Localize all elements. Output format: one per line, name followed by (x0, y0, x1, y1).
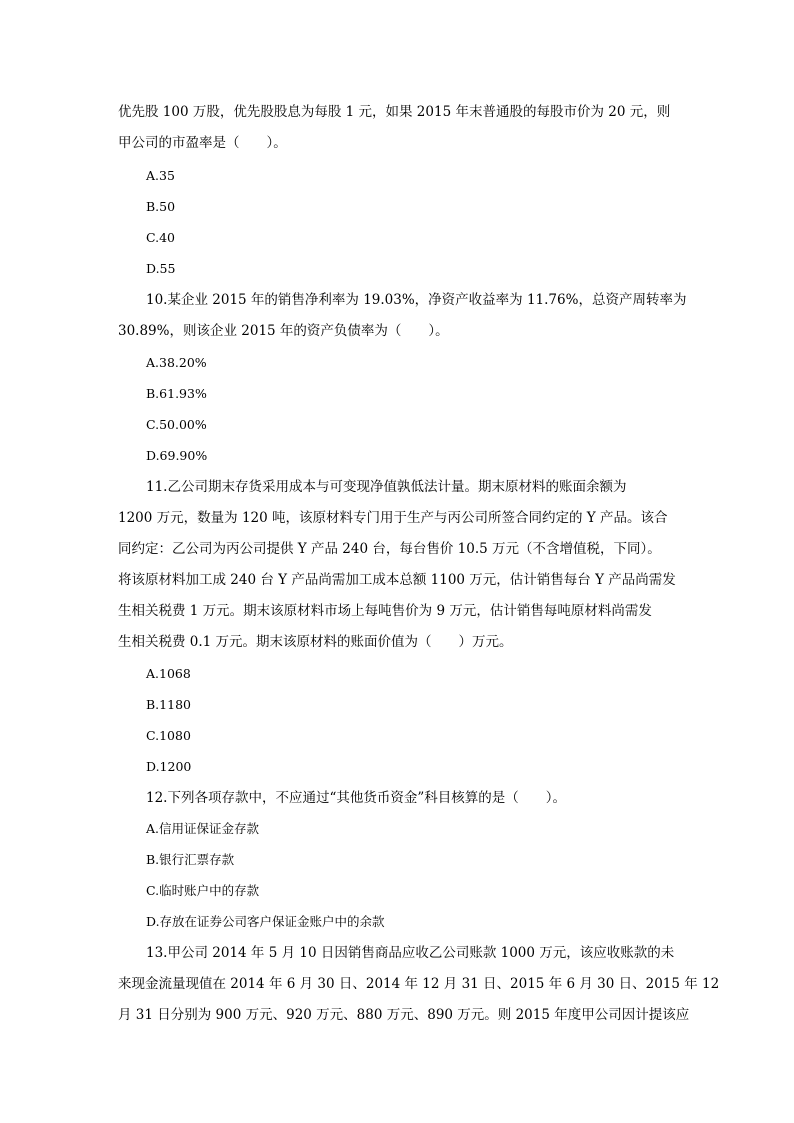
question-10-option-d: D.69.90% (146, 448, 208, 463)
question-12-option-a: A.信用证保证金存款 (146, 821, 260, 836)
question-13-text-line-1: 13.甲公司 2014 年 5 月 10 日因销售商品应收乙公司账款 1000 万元，该应收账款的未 (146, 945, 675, 961)
question-12-option-d: D.存放在证券公司客户保证金账户中的余款 (146, 914, 385, 929)
question-9-option-b: B.50 (146, 199, 176, 214)
question-11-text-line-3: 同约定：乙公司为丙公司提供 Y 产品 240 台，每台售价 10.5 万元（不含增值税，下同）。 (118, 541, 661, 557)
question-12-text-line-1: 12.下列各项存款中，不应通过“其他货币资金”科目核算的是（ ）。 (146, 790, 567, 806)
question-11-option-c: C.1080 (146, 728, 191, 743)
question-10-option-b: B.61.93% (146, 386, 207, 401)
question-11-option-d: D.1200 (146, 759, 192, 774)
question-9-option-a: A.35 (146, 168, 175, 183)
question-10-text-line-1: 10.某企业 2015 年的销售净利率为 19.03%，净资产收益率为 11.76%，总资产周转率为 (146, 292, 687, 308)
question-9-text-line-1: 优先股 100 万股，优先股股息为每股 1 元，如果 2015 年末普通股的每股市价为 20 元，则 (118, 104, 671, 120)
question-13-text-line-3: 月 31 日分别为 900 万元、920 万元、880 万元、890 万元。则 2015 年度甲公司因计提该应 (118, 1007, 690, 1023)
question-11-text-line-4: 将该原材料加工成 240 台 Y 产品尚需加工成本总额 1100 万元，估计销售每台 Y 产品尚需发 (118, 572, 676, 588)
question-9-option-d: D.55 (146, 261, 176, 276)
question-9-option-c: C.40 (146, 230, 175, 245)
question-11-text-line-6: 生相关税费 0.1 万元。期末该原材料的账面价值为（ ）万元。 (118, 634, 513, 650)
question-11-text-line-1: 11.乙公司期末存货采用成本与可变现净值孰低法计量。期末原材料的账面余额为 (146, 479, 627, 495)
question-12-option-c: C.临时账户中的存款 (146, 883, 260, 898)
question-10-option-a: A.38.20% (146, 355, 207, 370)
question-9-text-line-2: 甲公司的市盈率是（ ）。 (118, 135, 287, 151)
question-11-option-a: A.1068 (146, 666, 191, 681)
question-11-text-line-2: 1200 万元，数量为 120 吨，该原材料专门用于生产与丙公司所签合同约定的 Y 产品。该合 (118, 510, 668, 526)
question-10-option-c: C.50.00% (146, 417, 207, 432)
question-11-option-b: B.1180 (146, 697, 191, 712)
question-12-option-b: B.银行汇票存款 (146, 852, 235, 867)
question-10-text-line-2: 30.89%，则该企业 2015 年的资产负债率为（ ）。 (118, 323, 449, 339)
question-11-text-line-5: 生相关税费 1 万元。期末该原材料市场上每吨售价为 9 万元，估计销售每吨原材料尚需发 (118, 603, 652, 619)
question-13-text-line-2: 来现金流量现值在 2014 年 6 月 30 日、2014 年 12 月 31 日、2015 年 6 月 30 日、2015 年 12 (118, 976, 720, 992)
